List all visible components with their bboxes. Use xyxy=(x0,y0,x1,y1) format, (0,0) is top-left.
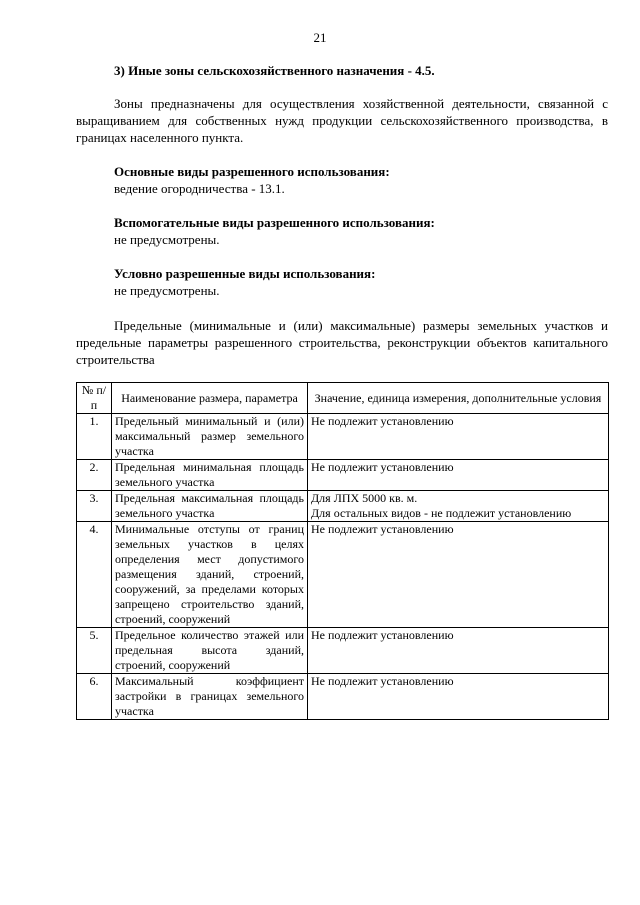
table-row xyxy=(77,460,609,491)
row-name: Предельная минимальная площадь земельного участка xyxy=(112,460,308,491)
row-num: 2. xyxy=(77,460,112,491)
table-row xyxy=(77,628,609,674)
table-header-row xyxy=(77,383,609,414)
limits-paragraph: Предельные (минимальные и (или) максимальные) размеры земельных участков и предельные параметры разрешенного строительства, реконструкции объектов капитального строительства xyxy=(76,318,608,367)
parameters-table xyxy=(76,382,609,720)
row-name: Предельная максимальная площадь земельного участка xyxy=(112,491,308,522)
header-num: № п/п xyxy=(77,383,112,414)
section-title: 3) Иные зоны сельскохозяйственного назначения - 4.5. xyxy=(114,63,435,78)
row-name: Максимальный коэффициент застройки в границах земельного участка xyxy=(112,674,308,720)
row-num: 1. xyxy=(77,414,112,460)
main-uses-text: ведение огородничества - 13.1. xyxy=(114,181,285,196)
row-value-secondary: Для остальных видов - не подлежит установлению xyxy=(311,506,572,520)
conditional-uses-heading: Условно разрешенные виды использования: xyxy=(114,266,376,281)
row-num: 3. xyxy=(77,491,112,522)
auxiliary-uses-text: не предусмотрены. xyxy=(114,232,220,247)
row-value: Не подлежит установлению xyxy=(308,522,609,628)
header-name: Наименование размера, параметра xyxy=(112,383,308,414)
row-num: 4. xyxy=(77,522,112,628)
row-name: Минимальные отступы от границ земельных участков в целях определения мест допустимого размещения зданий, строений, сооружений, за пределами которых запрещено строительство зданий, строений, сооружений xyxy=(112,522,308,628)
header-value: Значение, единица измерения, дополнительные условия xyxy=(308,383,609,414)
main-uses-heading: Основные виды разрешенного использования: xyxy=(114,164,390,179)
row-value-cell xyxy=(308,491,609,522)
row-num: 5. xyxy=(77,628,112,674)
row-value: Не подлежит установлению xyxy=(308,628,609,674)
row-name: Предельное количество этажей или предельная высота зданий, строений, сооружений xyxy=(112,628,308,674)
table-row xyxy=(77,414,609,460)
table-row xyxy=(77,522,609,628)
intro-paragraph: Зоны предназначены для осуществления хозяйственной деятельности, связанной с выращиванием для собственных нужд продукции сельскохозяйственного производства, в границах населенного пункта. xyxy=(76,96,608,145)
row-value: Не подлежит установлению xyxy=(308,674,609,720)
row-num: 6. xyxy=(77,674,112,720)
row-value: Для ЛПХ 5000 кв. м. xyxy=(311,491,418,505)
row-name: Предельный минимальный и (или) максимальный размер земельного участка xyxy=(112,414,308,460)
page-number: 21 xyxy=(313,30,327,45)
row-value: Не подлежит установлению xyxy=(308,414,609,460)
auxiliary-uses-heading: Вспомогательные виды разрешенного использования: xyxy=(114,215,435,230)
document-body xyxy=(76,62,608,720)
table-row xyxy=(77,674,609,720)
table-row xyxy=(77,491,609,522)
row-value: Не подлежит установлению xyxy=(308,460,609,491)
conditional-uses-text: не предусмотрены. xyxy=(114,283,220,298)
